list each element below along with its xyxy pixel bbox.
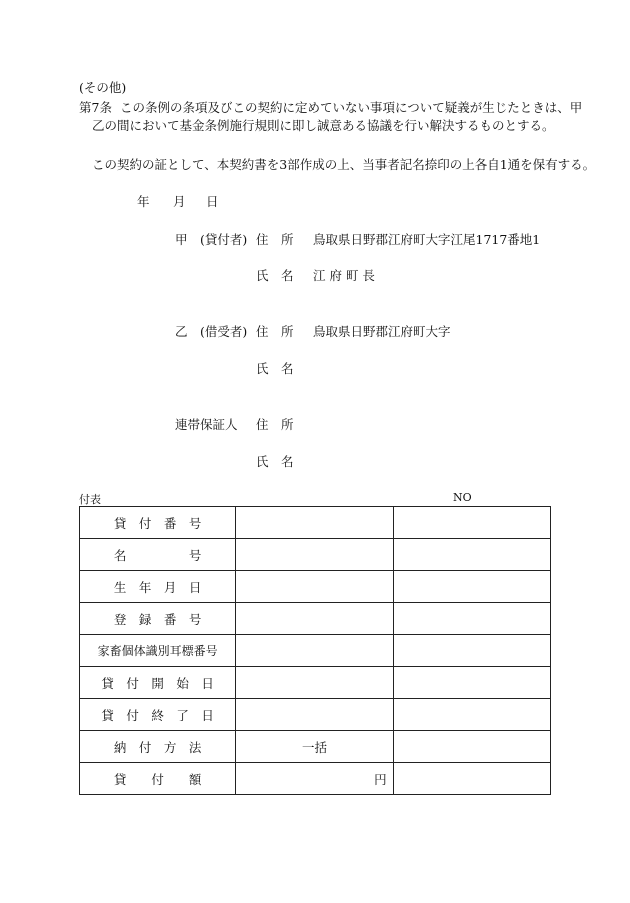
row-extra-cell (393, 539, 550, 571)
lender-role: 甲 (貸付者) (175, 232, 248, 247)
appendix-table (79, 506, 551, 795)
row-value (236, 667, 393, 699)
lender-name: 江 府 町 長 (313, 268, 375, 283)
row-value (236, 635, 393, 667)
row-value (236, 603, 393, 635)
row-label: 登 録 番 号 (80, 603, 236, 635)
table-row (80, 731, 551, 763)
row-extra-cell (393, 571, 550, 603)
borrower-name-label: 氏 名 (256, 361, 294, 376)
row-label: 貸 付 番 号 (80, 507, 236, 539)
table-row (80, 667, 551, 699)
row-label: 貸 付 開 始 日 (80, 667, 236, 699)
article-heading: (その他) (79, 80, 127, 95)
date-year: 年 (137, 194, 150, 209)
table-row (80, 603, 551, 635)
table-row (80, 539, 551, 571)
date-month: 月 (173, 194, 186, 209)
table-row (80, 699, 551, 731)
row-extra-cell (393, 731, 550, 763)
row-label: 貸 付 額 (80, 763, 236, 795)
table-row (80, 507, 551, 539)
table-row (80, 635, 551, 667)
row-extra-cell (393, 763, 550, 795)
borrower-address-label: 住 所 (256, 324, 294, 339)
lender-address-label: 住 所 (256, 232, 294, 247)
borrower-role: 乙 (借受者) (175, 324, 248, 339)
loan-amount-unit: 円 (236, 763, 393, 795)
guarantor-address-label: 住 所 (256, 417, 294, 432)
lender-address: 鳥取県日野郡江府町大字江尾1717番地1 (313, 232, 541, 247)
date-day: 日 (206, 194, 219, 209)
table-row (80, 571, 551, 603)
row-value (236, 507, 393, 539)
guarantor-name-label: 氏 名 (256, 454, 294, 469)
row-value (236, 571, 393, 603)
row-extra-cell (393, 603, 550, 635)
row-value (236, 699, 393, 731)
row-value (236, 539, 393, 571)
borrower-address: 鳥取県日野郡江府町大字 (313, 324, 451, 339)
payment-method-value: 一括 (236, 731, 393, 763)
row-label: 名 号 (80, 539, 236, 571)
row-label: 貸 付 終 了 日 (80, 699, 236, 731)
article-line-1: この条例の条項及びこの契約に定めていない事項について疑義が生じたときは、甲 (120, 100, 583, 115)
appendix-title: 付表 (79, 493, 101, 506)
guarantor-role: 連帯保証人 (175, 417, 238, 432)
article-line-2: 乙の間において基金条例施行規則に即し誠意ある協議を行い解決するものとする。 (92, 118, 555, 133)
appendix-no-label: NO (453, 491, 472, 504)
row-label: 生 年 月 日 (80, 571, 236, 603)
article-number: 第7条 (79, 100, 112, 115)
row-label: 納 付 方 法 (80, 731, 236, 763)
lender-name-label: 氏 名 (256, 268, 294, 283)
row-label: 家畜個体識別耳標番号 (80, 635, 236, 667)
attestation-text: この契約の証として、本契約書を3部作成の上、当事者記名捺印の上各自1通を保有する。 (92, 157, 596, 172)
row-extra-cell (393, 667, 550, 699)
table-row (80, 763, 551, 795)
row-extra-cell (393, 635, 550, 667)
row-extra-cell (393, 507, 550, 539)
row-extra-cell (393, 699, 550, 731)
